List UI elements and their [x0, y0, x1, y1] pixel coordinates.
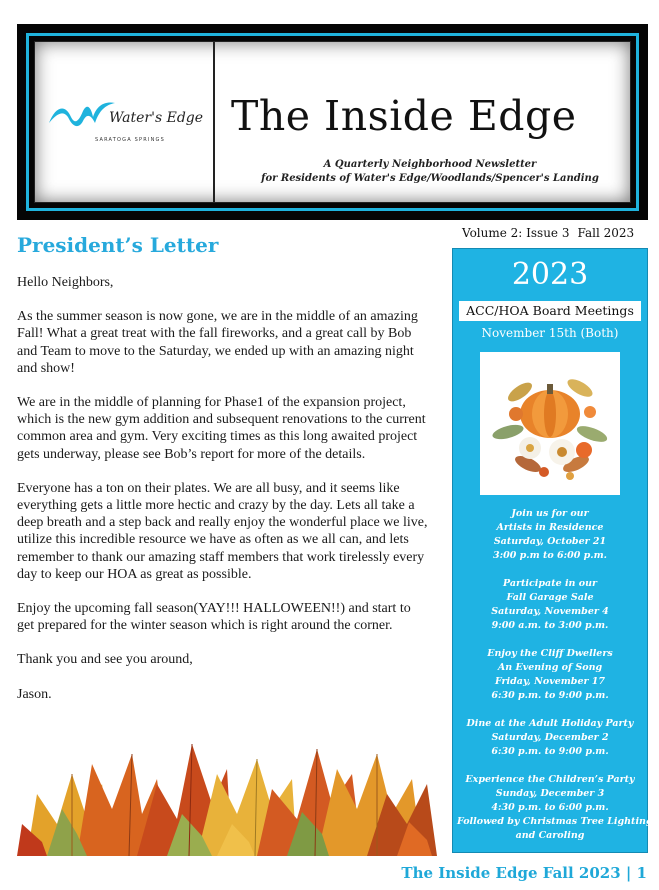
event-adult-holiday-party [457, 717, 643, 759]
newsletter-tagline [225, 158, 635, 186]
letter-paragraph: Thank you and see you around, [17, 652, 193, 668]
autumn-leaves-icon [17, 724, 437, 856]
autumn-leaves-illustration [17, 724, 437, 856]
tagline-line-1: A Quarterly Neighborhood Newsletter [323, 159, 537, 170]
event-line: Saturday, October 21 [493, 536, 607, 547]
event-line: Dine at the Adult Holiday Party [466, 718, 634, 729]
event-line: Experience the Children’s Party [465, 774, 635, 785]
letter-paragraph: Everyone has a ton on their plates. We are all busy, and it seems like everything gets a little more hectic and crazy by the day. Lets all take a deep breath and a step back and really enjoy the wonderful place we live, utilize this incredible resource we have as often as we all can, and lets remember to thank our amazing staff members that work tirelessly every day to keep our HOA as great as possible. [17, 480, 428, 582]
event-line: Friday, November 17 [494, 676, 606, 687]
masthead-divider [213, 42, 215, 202]
masthead [17, 24, 648, 220]
masthead-inner-panel [34, 41, 631, 203]
event-line: Fall Garage Sale [506, 592, 594, 603]
letter-headline: President’s Letter [17, 233, 219, 257]
event-line: Join us for our [511, 508, 589, 519]
event-line: Saturday, November 4 [491, 606, 609, 617]
event-line: An Evening of Song [497, 662, 603, 673]
event-line: Followed by Christmas Tree Lighting [457, 816, 653, 827]
issue-season: Fall 2023 [577, 226, 635, 240]
letter-paragraph: Enjoy the upcoming fall season(YAY!!! HALLOWEEN!!) and start to get prepared for the winter season which is right around the corner. [17, 601, 411, 634]
logo-wordmark: Water's Edge [109, 110, 204, 126]
page-footer: The Inside Edge Fall 2023 | 1 [401, 864, 647, 882]
event-garage-sale [457, 577, 643, 633]
event-line: Sunday, December 3 [495, 788, 605, 799]
event-line: Enjoy the Cliff Dwellers [487, 648, 613, 659]
pumpkin-bouquet-icon [480, 352, 620, 495]
event-line: 3:00 p.m to 6:00 p.m. [493, 550, 607, 561]
letter-paragraph: As the summer season is now gone, we are in the middle of an amazing Fall! What a great treat with the fall fireworks, and a great call by Bob and Team to move to the Saturday, we ended up with an amazing night and show! [17, 309, 418, 376]
waters-edge-logo [47, 97, 207, 157]
pumpkin-illustration [480, 352, 620, 495]
event-line: Saturday, December 2 [491, 732, 609, 743]
event-line: Artists in Residence [496, 522, 604, 533]
event-line: 6:30 p.m. to 9:00 p.m. [491, 746, 609, 757]
event-line: Participate in our [502, 578, 598, 589]
wave-logo-icon [47, 97, 117, 131]
sidebar-year: 2023 [511, 257, 589, 292]
event-artists [457, 507, 643, 563]
event-line: 4:30 p.m. to 6:00 p.m. [491, 802, 609, 813]
board-meetings-date: November 15th (Both) [481, 326, 619, 340]
tagline-line-2: for Residents of Water's Edge/Woodlands/Spencer's Landing [261, 173, 599, 184]
event-line: and Caroling [515, 830, 585, 841]
event-childrens-party [457, 773, 653, 843]
issue-volume: Volume 2: Issue 3 [462, 226, 570, 240]
events-list [457, 507, 653, 857]
board-meetings-label: ACC/HOA Board Meetings [459, 301, 641, 321]
letter-signature: Jason. [17, 686, 52, 702]
events-sidebar [452, 248, 653, 853]
event-line: 6:30 p.m. to 9:00 p.m. [491, 690, 609, 701]
letter-paragraph: Hello Neighbors, [17, 275, 114, 290]
event-line: 9:00 a.m. to 3:00 p.m. [491, 620, 609, 631]
letter-paragraph: We are in the middle of planning for Phase1 of the expansion project, which is the new gym addition and subsequent renovations to the current common area and gym. Very exciting times as this long awaited project gets underway, please see Bob’s report for more of the details. [17, 395, 426, 462]
issue-info [462, 226, 634, 240]
letter-body [17, 274, 429, 720]
event-cliff-dwellers [457, 647, 643, 703]
newsletter-title: The Inside Edge [231, 92, 577, 140]
logo-subtitle: SARATOGA SPRINGS [95, 137, 165, 143]
